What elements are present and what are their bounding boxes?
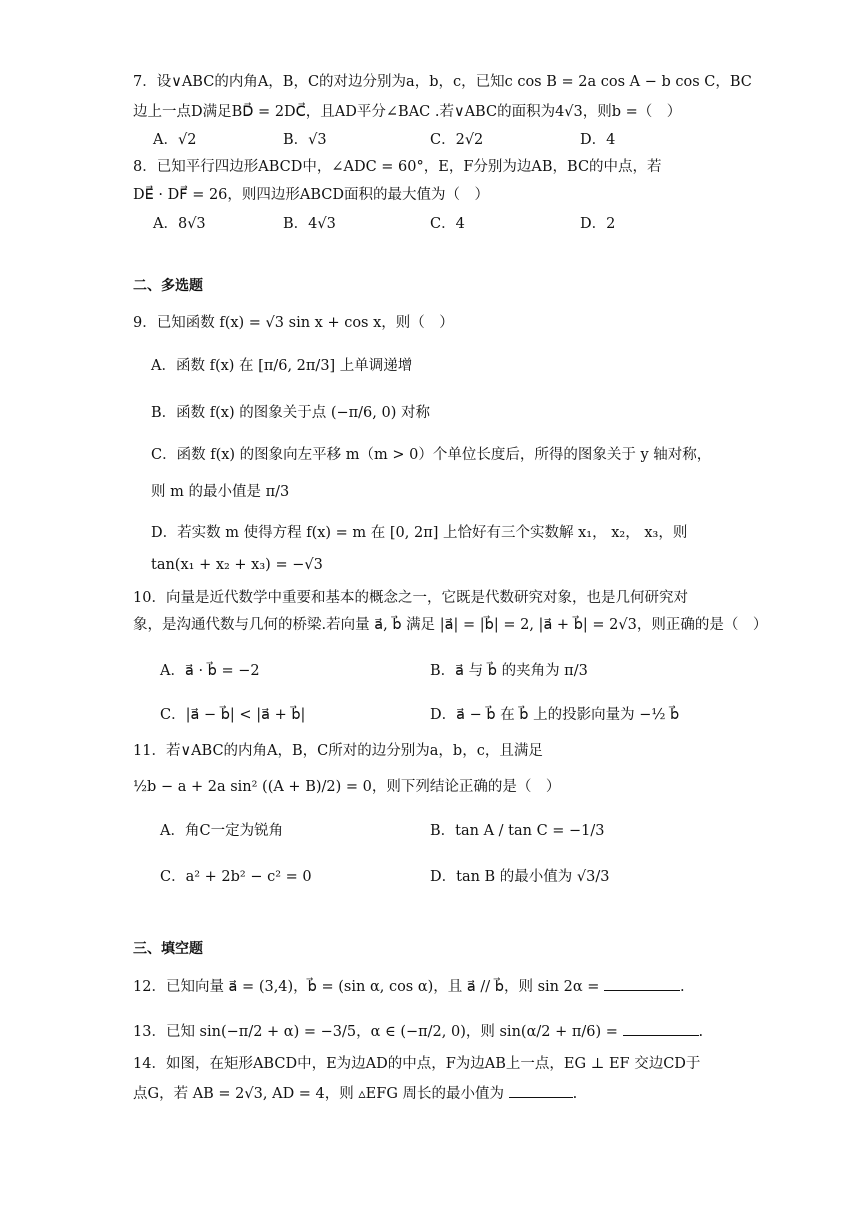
q14-end: . [572, 1086, 578, 1102]
q12-text: 12．已知向量 a⃗ = (3,4)，b⃗ = (sin α, cos α)，且 a⃗ // b⃗，则 sin 2α = [133, 979, 600, 995]
q10-line2: 象，是沟通代数与几何的桥梁.若向量 a⃗, b⃗ 满足 |a⃗| = |b⃗| = 2, |a⃗ + b⃗| = 2√3，则正确的是（ ） [133, 617, 768, 633]
q7-option-c: C．2√2 [430, 132, 484, 148]
q13-line [133, 1021, 703, 1043]
q9-option-c-line1: C．函数 f(x) 的图象向左平移 m（m > 0）个单位长度后，所得的图象关于 y 轴对称， [151, 447, 712, 463]
q12-answer-blank[interactable] [604, 976, 680, 991]
q9-option-b: B．函数 f(x) 的图象关于点 (−π/6, 0) 对称 [151, 405, 430, 421]
q7-option-d: D．4 [580, 132, 616, 148]
q9-option-d-line2: tan(x₁ + x₂ + x₃) = −√3 [151, 557, 323, 573]
q7-line2: 边上一点D满足BD⃗ = 2DC⃗，且AD平分∠BAC .若∨ABC的面积为4√3，则b =（ ） [133, 104, 682, 120]
q13-end: . [698, 1024, 704, 1040]
q14-text: 点G，若 AB = 2√3, AD = 4，则 ▵EFG 周长的最小值为 [133, 1086, 505, 1102]
q10-option-d: D．a⃗ − b⃗ 在 b⃗ 上的投影向量为 −½ b⃗ [430, 707, 680, 723]
q8-option-a: A．8√3 [153, 216, 206, 232]
q13-answer-blank[interactable] [623, 1021, 699, 1036]
q9-option-d-line1: D．若实数 m 使得方程 f(x) = m 在 [0, 2π] 上恰好有三个实数解 x₁， x₂， x₃，则 [151, 525, 688, 541]
q10-option-c: C．|a⃗ − b⃗| < |a⃗ + b⃗| [160, 707, 306, 723]
q14-line1: 14．如图，在矩形ABCD中，E为边AD的中点，F为边AB上一点，EG ⊥ EF 交边CD于 [133, 1056, 701, 1072]
q11-line1: 11．若∨ABC的内角A，B，C所对的边分别为a，b，c，且满足 [133, 743, 543, 759]
q11-option-a: A．角C一定为锐角 [160, 823, 284, 839]
q8-option-c: C．4 [430, 216, 465, 232]
q7-option-b: B．√3 [283, 132, 327, 148]
q11-option-c: C．a² + 2b² − c² = 0 [160, 869, 312, 885]
q12-end: . [680, 979, 685, 995]
q10-option-a: A．a⃗ · b⃗ = −2 [160, 663, 260, 679]
q10-line1: 10．向量是近代数学中重要和基本的概念之一，它既是代数研究对象，也是几何研究对 [133, 590, 688, 606]
section-fill-in-blank: 三、填空题 [133, 941, 203, 957]
q9-option-a: A．函数 f(x) 在 [π/6, 2π/3] 上单调递增 [151, 358, 413, 374]
q7-line1: 7．设∨ABC的内角A，B，C的对边分别为a，b，c，已知c cos B = 2a cos A − b cos C，BC [133, 74, 752, 90]
q8-line1: 8．已知平行四边形ABCD中，∠ADC = 60°，E，F分别为边AB，BC的中点，若 [133, 159, 662, 175]
q11-option-d: D．tan B 的最小值为 √3/3 [430, 869, 610, 885]
section-multiple-choice: 二、多选题 [133, 278, 203, 294]
q9-option-c-line2: 则 m 的最小值是 π/3 [151, 484, 290, 500]
q9-stem: 9．已知函数 f(x) = √3 sin x + cos x，则（ ） [133, 315, 454, 331]
q8-option-b: B．4√3 [283, 216, 336, 232]
q11-line2: ½b − a + 2a sin² ((A + B)/2) = 0，则下列结论正确的是（ ） [133, 779, 561, 795]
q13-text: 13．已知 sin(−π/2 + α) = −3/5，α ∈ (−π/2, 0)，则 sin(α/2 + π/6) = [133, 1024, 618, 1040]
q8-option-d: D．2 [580, 216, 616, 232]
q8-line2: DE⃗ · DF⃗ = 26，则四边形ABCD面积的最大值为（ ） [133, 187, 490, 203]
q14-line2 [133, 1083, 577, 1105]
q10-option-b: B．a⃗ 与 b⃗ 的夹角为 π/3 [430, 663, 588, 679]
q12-line [133, 976, 685, 998]
q14-answer-blank[interactable] [509, 1083, 573, 1098]
q7-option-a: A．√2 [153, 132, 197, 148]
q11-option-b: B．tan A / tan C = −1/3 [430, 823, 605, 839]
